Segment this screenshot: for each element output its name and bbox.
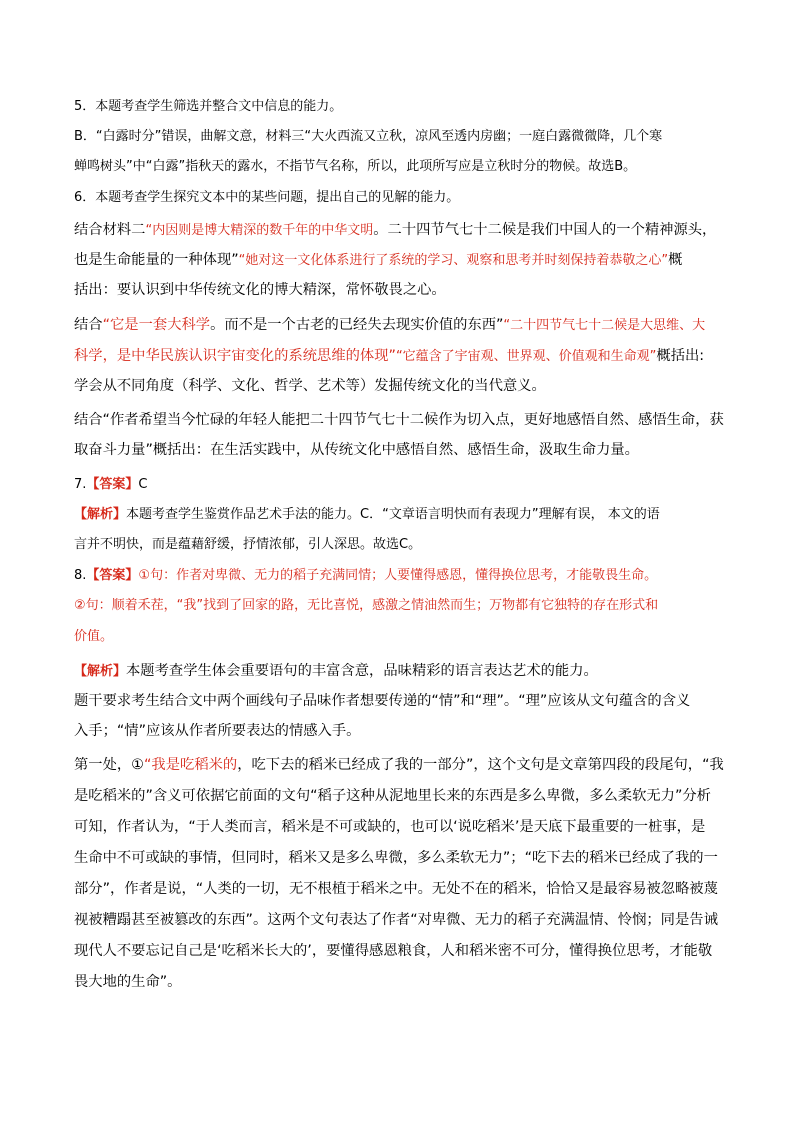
q6-heading: 6．本题考查学生探究文本中的某些问题，提出自己的见解的能力。 — [74, 190, 460, 205]
q6-p3-line-2: 取奋斗力量”概括出：在生活实践中，从传统文化中感悟自然、感悟生命，汲取生命力量。 — [74, 442, 639, 458]
q7-answer-line: 7.【答案】C — [74, 477, 148, 492]
q6-p1-line-1: 结合材料二“内因则是博大精深的数千年的中华文明。二十四节气七十二候是我们中国人的一个精神源头， — [74, 222, 717, 238]
q8-analysis-line-3: 入手；“情”应该从作者所要表达的情感入手。 — [74, 723, 361, 739]
q6-p3-line-1: 结合“作者希望当今忙碌的年轻人能把二十四节气七十二候作为切入点，更好地感悟自然、感悟生命，获 — [74, 412, 724, 428]
q6-p1-line-2: 也是生命能量的一种体现”“她对这一文化体系进行了系统的学习、观察和思考并时刻保持着恭敬之心”概 — [74, 252, 683, 268]
q6-p2-line-2: 科学，是中华民族认识宇宙变化的系统思维的体现”“它蕴含了宇宙观、世界观、价值观和生命观”概括出: — [74, 348, 705, 364]
q6-p1-line-3: 括出：要认识到中华传统文化的博大精深，常怀敬畏之心。 — [74, 282, 446, 298]
answer-tag: 【答案】 — [86, 477, 139, 492]
q8-answer-line-1: 8.【答案】①句：作者对卑微、无力的稻子充满同情；人要懂得感恩，懂得换位思考，才能敬畏生命。 — [74, 568, 658, 583]
q8-answer-line-3: 价值。 — [74, 629, 114, 644]
answer-tag: 【答案】 — [86, 568, 139, 583]
q6-p2-line-3: 学会从不同角度（科学、文化、哲学、艺术等）发掘传统文化的当代意义。 — [74, 378, 546, 394]
q8-body-line-6: 视被糟蹋甚至被篡改的东西”。这两个文句表达了作者“对卑微、无力的稻子充满温情、怜悯；同是告诫 — [74, 912, 718, 928]
analysis-tag: 【解析】 — [74, 507, 127, 522]
q8-body-line-2: 是吃稻米的”含义可依据它前面的文句“稻子这种从泥地里长来的东西是多么卑微，多么柔软无力”分析 — [74, 788, 711, 804]
analysis-tag: 【解析】 — [74, 664, 127, 679]
q7-analysis-line-1: 【解析】本题考查学生鉴赏作品艺术手法的能力。C．“文章语言明快而有表现力”理解有误， 本文的语 — [74, 507, 660, 522]
q5-heading: 5．本题考查学生筛选并整合文中信息的能力。 — [74, 99, 343, 114]
q8-body-line-8: 畏大地的生命”。 — [74, 974, 182, 990]
q8-body-line-7: 现代人不要忘记自己是‘吃稻米长大的’，要懂得感恩粮食，人和稻米密不可分，懂得换位思考，才能敬 — [74, 943, 713, 959]
q6-p2-line-1: 结合“它是一套大科学。而不是一个古老的已经失去现实价值的东西”“二十四节气七十二候是大思维、大 — [74, 317, 706, 333]
q8-answer-line-2: ②句：顺着禾茬，“我”找到了回家的路，无比喜悦，感激之情油然而生；万物都有它独特的存在形式和 — [74, 598, 659, 613]
q8-body-line-5: 部分”，作者是说，“人类的一切，无不根植于稻米之中。无处不在的稻米，恰恰又是最容易被忽略被蔑 — [74, 881, 718, 897]
q7-analysis-line-2: 言并不明快，而是蕴藉舒缓，抒情浓郁，引人深思。故选C。 — [74, 537, 422, 552]
q8-body-line-4: 生命中不可或缺的事情，但同时，稻米又是多么卑微，多么柔软无力”；“吃下去的稻米已经成了我的一 — [74, 850, 718, 866]
q8-analysis-line-2: 题干要求考生结合文中两个画线句子品味作者想要传递的“情”和“理”。“理”应该从文句蕴含的含义 — [74, 693, 691, 709]
q5-line-1: B．“白露时分”错误，曲解文意，材料三“大火西流又立秋，凉风至透内房幽；一庭白露微微降，几个寒 — [74, 129, 663, 144]
q8-body-line-1: 第一处，①“我是吃稻米的，吃下去的稻米已经成了我的一部分”，这个文句是文章第四段的段尾句，“我 — [74, 757, 724, 773]
q8-analysis-line-1: 【解析】本题考查学生体会重要语句的丰富含意，品味精彩的语言表达艺术的能力。 — [74, 663, 598, 679]
q5-line-2: 蝉鸣树头”中“白露”指秋天的露水，不指节气名称，所以，此项所写应是立秋时分的物候。故选B。 — [74, 159, 637, 174]
q8-body-line-3: 可知，作者认为，“于人类而言，稻米是不可或缺的，也可以‘说吃稻米’是天底下最重要的一桩事，是 — [74, 819, 706, 835]
